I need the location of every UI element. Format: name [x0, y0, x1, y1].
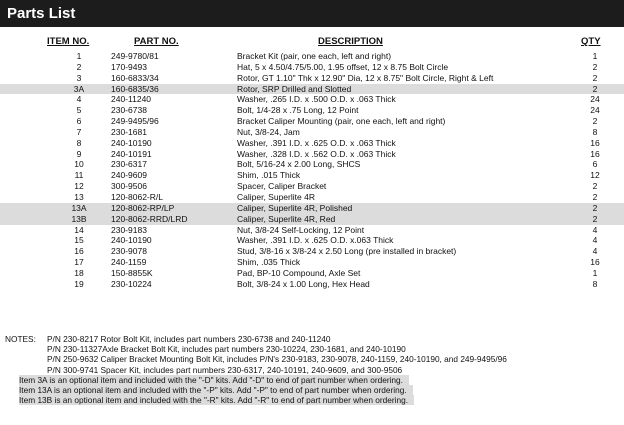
qty-cell: 12	[590, 170, 600, 181]
table-row	[0, 170, 624, 181]
description-cell: Washer, .391 I.D. x .625 O.D. x .063 Thick	[237, 137, 396, 148]
table-row	[0, 159, 624, 170]
item-no-cell: 4	[76, 94, 82, 105]
table-row	[0, 73, 624, 84]
item-no-cell: 18	[74, 267, 84, 278]
part-no-cell: 300-9506	[111, 181, 147, 192]
qty-cell: 16	[590, 137, 600, 148]
header-part-no: PART NO.	[134, 36, 179, 47]
table-row	[0, 149, 624, 160]
item-no-cell: 3A	[73, 83, 85, 94]
description-cell: Nut, 3/8-24, Jam	[237, 126, 300, 137]
description-cell: Bolt, 1/4-28 x .75 Long, 12 Point	[237, 105, 359, 116]
qty-cell: 4	[592, 246, 598, 257]
part-no-cell: 240-11240	[111, 94, 152, 105]
part-no-cell: 230-6738	[111, 105, 147, 116]
part-no-cell: 160-6833/34	[111, 72, 159, 83]
table-row	[0, 257, 624, 268]
note-line: P/N 300-9741 Spacer Kit, includes part numbers 230-6317, 240-10191, 240-9609, and 300-9506	[47, 364, 403, 375]
part-no-cell: 160-6835/36	[111, 83, 159, 94]
part-no-cell: 249-9495/96	[111, 116, 159, 127]
description-cell: Bracket Kit (pair, one each, left and right)	[237, 51, 392, 61]
item-no-cell: 13A	[71, 202, 87, 213]
qty-cell: 6	[592, 159, 598, 170]
part-no-cell: 240-1159	[111, 257, 147, 268]
description-cell: Rotor, SRP Drilled and Slotted	[237, 83, 352, 94]
table-row	[0, 127, 624, 138]
notes-label: NOTES:	[5, 334, 36, 344]
qty-cell: 8	[592, 126, 598, 137]
table-row	[0, 268, 624, 279]
page-title: Parts List	[7, 5, 76, 22]
item-no-cell: 5	[76, 105, 82, 116]
qty-cell: 4	[592, 235, 598, 246]
note-line: Item 13B is an optional item and included with the "-R" kits. Add "-R" to end of part number when ordering.	[19, 395, 414, 405]
description-cell: Caliper, Superlite 4R, Red	[237, 213, 336, 224]
part-no-cell: 240-10191	[111, 148, 152, 159]
part-no-cell: 120-8062-RRD/LRD	[111, 213, 188, 224]
part-no-cell: 230-9183	[111, 224, 147, 235]
description-cell: Rotor, GT 1.10" Thk x 12.90" Dia, 12 x 8.75" Bolt Circle, Right & Left	[237, 72, 494, 83]
part-no-cell: 230-10224	[111, 278, 152, 289]
qty-cell: 4	[592, 224, 598, 235]
item-no-cell: 19	[74, 278, 84, 289]
table-row	[0, 246, 624, 257]
note-line: Item 13A is an optional item and included with the "-P" kits. Add "-P" to end of part number when ordering.	[19, 385, 413, 395]
qty-cell: 24	[590, 105, 600, 116]
table-row	[0, 51, 624, 62]
table-row	[0, 225, 624, 236]
parts-table	[0, 51, 624, 290]
description-cell: Spacer, Caliper Bracket	[237, 181, 327, 192]
table-row	[0, 235, 624, 246]
table-row	[0, 181, 624, 192]
qty-cell: 16	[590, 257, 600, 268]
item-no-cell: 7	[76, 126, 82, 137]
part-no-cell: 170-9493	[111, 61, 147, 72]
part-no-cell: 120-8062-RP/LP	[111, 202, 175, 213]
qty-cell: 2	[592, 202, 598, 213]
qty-cell: 2	[592, 213, 598, 224]
table-row	[0, 279, 624, 290]
item-no-cell: 13B	[71, 213, 87, 224]
qty-cell: 24	[590, 94, 600, 105]
description-cell: Hat, 5 x 4.50/4.75/5.00, 1.95 offset, 12 x 8.75 Bolt Circle	[237, 61, 449, 72]
description-cell: Bolt, 3/8-24 x 1.00 Long, Hex Head	[237, 278, 370, 289]
description-cell: Stud, 3/8-16 x 3/8-24 x 2.50 Long (pre installed in bracket)	[237, 246, 457, 257]
part-no-cell: 240-9609	[111, 170, 147, 181]
description-cell: Washer, .328 I.D. x .562 O.D. x .063 Thick	[237, 148, 396, 159]
item-no-cell: 14	[74, 224, 84, 235]
header-qty: QTY	[581, 36, 601, 47]
item-no-cell: 17	[74, 257, 84, 268]
note-line: P/N 250-9632 Caliper Bracket Mounting Bolt Kit, includes P/N's 230-9183, 230-9078, 240-1159, 240-10190, and 249-9495/96	[47, 354, 507, 365]
table-row	[0, 138, 624, 149]
part-no-cell: 240-10190	[111, 235, 152, 246]
item-no-cell: 9	[76, 148, 82, 159]
qty-cell: 2	[592, 181, 598, 192]
description-cell: Bracket Caliper Mounting (pair, one each, left and right)	[237, 116, 446, 127]
qty-cell: 1	[592, 51, 598, 61]
table-row	[0, 62, 624, 73]
item-no-cell: 15	[74, 235, 84, 246]
description-cell: Shim, .015 Thick	[237, 170, 301, 181]
table-row	[0, 116, 624, 127]
item-no-cell: 3	[76, 72, 82, 83]
table-row	[0, 105, 624, 116]
qty-cell: 2	[592, 191, 598, 202]
description-cell: Bolt, 5/16-24 x 2.00 Long, SHCS	[237, 159, 361, 170]
description-cell: Nut, 3/8-24 Self-Locking, 12 Point	[237, 224, 365, 235]
part-no-cell: 230-1681	[111, 126, 147, 137]
qty-cell: 2	[592, 83, 598, 94]
part-no-cell: 230-9078	[111, 246, 147, 257]
table-row	[0, 94, 624, 105]
item-no-cell: 8	[76, 137, 82, 148]
qty-cell: 2	[592, 116, 598, 127]
item-no-cell: 6	[76, 116, 82, 127]
qty-cell: 1	[592, 267, 598, 278]
item-no-cell: 16	[74, 246, 84, 257]
table-row	[0, 203, 624, 214]
description-cell: Caliper, Superlite 4R	[237, 191, 315, 202]
table-row	[0, 84, 624, 95]
item-no-cell: 1	[76, 51, 82, 61]
description-cell: Washer, .265 I.D. x .500 O.D. x .063 Thick	[237, 94, 396, 105]
header-item-no: ITEM NO.	[47, 36, 90, 47]
description-cell: Washer, .391 I.D. x .625 O.D. x.063 Thick	[237, 235, 394, 246]
qty-cell: 16	[590, 148, 600, 159]
item-no-cell: 10	[74, 159, 84, 170]
description-cell: Shim, .035 Thick	[237, 257, 301, 268]
item-no-cell: 2	[76, 61, 82, 72]
note-line: Item 3A is an optional item and included with the "-D" kits. Add "-D" to end of part number when ordering.	[19, 375, 409, 385]
qty-cell: 2	[592, 72, 598, 83]
part-no-cell: 150-8855K	[111, 267, 153, 278]
note-line: P/N 230-8217 Rotor Bolt Kit, includes part numbers 230-6738 and 240-11240	[47, 334, 331, 344]
item-no-cell: 12	[74, 181, 84, 192]
part-no-cell: 230-6317	[111, 159, 147, 170]
description-cell: Pad, BP-10 Compound, Axle Set	[237, 267, 361, 278]
table-row	[0, 192, 624, 203]
header-description: DESCRIPTION	[318, 36, 383, 47]
part-no-cell: 249-9780/81	[111, 51, 159, 61]
item-no-cell: 13	[74, 191, 84, 202]
part-no-cell: 120-8062-R/L	[111, 191, 163, 202]
table-row	[0, 214, 624, 225]
qty-cell: 8	[592, 278, 598, 289]
qty-cell: 2	[592, 61, 598, 72]
note-line: P/N 230-11327Axle Bracket Bolt Kit, includes part numbers 230-10224, 230-1681, and 240-10190	[47, 344, 406, 355]
part-no-cell: 240-10190	[111, 137, 152, 148]
item-no-cell: 11	[74, 170, 84, 181]
title-bar	[0, 0, 624, 27]
description-cell: Caliper, Superlite 4R, Polished	[237, 202, 353, 213]
